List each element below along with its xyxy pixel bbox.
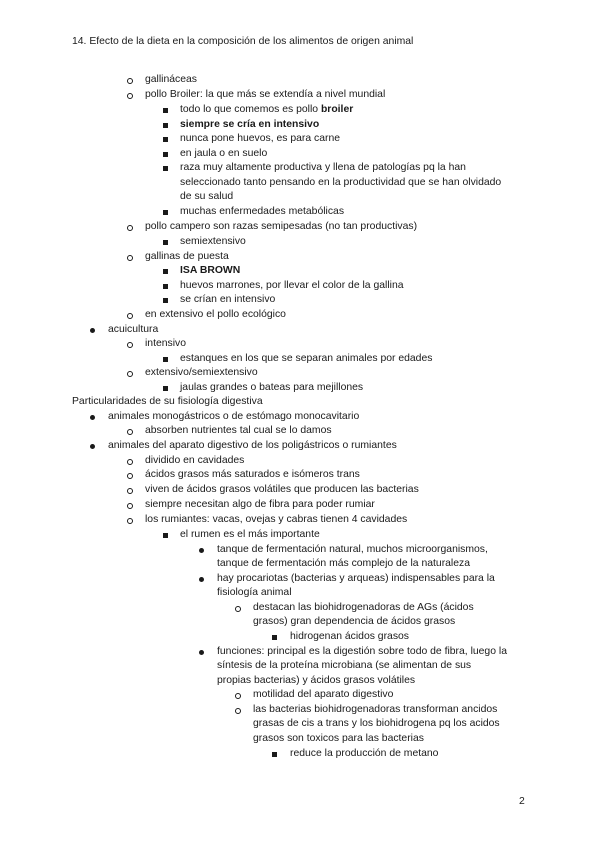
text-line <box>145 220 417 235</box>
bullet-disc-icon <box>90 444 95 449</box>
line-text: síntesis de la proteína microbiana (se alimentan de sus <box>217 660 472 671</box>
text-line <box>180 118 319 133</box>
line-text: muchas enfermedades metabólicas <box>180 206 345 217</box>
bullet-circle-icon <box>127 93 133 99</box>
bullet-circle-icon <box>127 518 133 524</box>
bullet-circle-icon <box>127 371 133 377</box>
text-line <box>290 747 438 762</box>
bullet-square-icon <box>163 240 168 245</box>
bullet-disc-icon <box>90 415 95 420</box>
line-text: los rumiantes: vacas, ovejas y cabras tienen 4 cavidades <box>145 514 408 525</box>
bullet-square-icon <box>163 386 168 391</box>
bullet-circle-icon <box>235 693 241 699</box>
text-line <box>145 513 407 528</box>
text-line <box>108 323 158 338</box>
text-line <box>180 381 363 396</box>
line-bold-text: broiler <box>320 104 354 115</box>
text-line <box>145 366 258 381</box>
line-text: gallinas de puesta <box>145 251 229 262</box>
line-text: reduce la producción de metano <box>290 748 439 759</box>
text-line <box>180 190 233 205</box>
line-text: extensivo/semiextensivo <box>145 367 258 378</box>
text-line <box>145 250 229 265</box>
text-line <box>145 498 375 513</box>
text-line <box>217 674 415 689</box>
text-line <box>180 103 353 118</box>
text-line <box>145 454 244 469</box>
bullet-circle-icon <box>127 429 133 435</box>
bullet-square-icon <box>163 123 168 128</box>
line-text: grasos son toxicos para las bacterias <box>253 733 424 744</box>
bullet-square-icon <box>163 108 168 113</box>
text-line <box>108 410 359 425</box>
bullet-square-icon <box>163 210 168 215</box>
line-text: siempre necesitan algo de fibra para poder rumiar <box>145 499 375 510</box>
text-line <box>217 572 495 587</box>
text-line <box>72 395 263 410</box>
text-line <box>180 264 240 279</box>
line-text: nunca pone huevos, es para carne <box>180 133 341 144</box>
bullet-circle-icon <box>235 606 241 612</box>
bullet-square-icon <box>163 152 168 157</box>
text-line <box>180 161 466 176</box>
text-line <box>253 732 424 747</box>
text-line <box>217 659 471 674</box>
line-text: ácidos grasos más saturados e isómeros trans <box>145 469 360 480</box>
text-line <box>217 557 470 572</box>
text-line <box>253 615 455 630</box>
bullet-square-icon <box>163 357 168 362</box>
line-text: gallináceas <box>145 74 197 85</box>
text-line <box>180 279 404 294</box>
bullet-square-icon <box>163 533 168 538</box>
line-text: en jaula o en suelo <box>180 148 268 159</box>
text-line <box>253 688 393 703</box>
text-line <box>145 424 332 439</box>
line-text: propias bacterias) y ácidos grasos volátiles <box>217 675 416 686</box>
bullet-circle-icon <box>127 488 133 494</box>
line-text: grasas de cis a trans y los biohidrogena pq los acidos <box>253 718 500 729</box>
line-text: pollo Broiler: la que más se extendía a nivel mundial <box>145 89 386 100</box>
page-number: 2 <box>519 796 525 807</box>
line-text: se crían en intensivo <box>180 294 276 305</box>
text-line <box>145 88 385 103</box>
line-text: las bacterias biohidrogenadoras transforman ancidos <box>253 704 498 715</box>
bullet-square-icon <box>272 635 277 640</box>
text-line <box>180 147 267 162</box>
line-text: intensivo <box>145 338 187 349</box>
text-line <box>180 235 246 250</box>
text-line <box>253 601 474 616</box>
line-text: animales monogástricos o de estómago monocavitario <box>108 411 360 422</box>
text-line <box>180 132 340 147</box>
line-text: raza muy altamente productiva y llena de patologías pq la han <box>180 162 466 173</box>
line-text: seleccionado tanto pensando en la productividad que se han olvidado <box>180 177 502 188</box>
bullet-disc-icon <box>199 650 204 655</box>
text-line <box>217 543 488 558</box>
text-line <box>253 703 497 718</box>
line-text: grasos) gran dependencia de ácidos grasos <box>253 616 456 627</box>
text-line <box>108 439 397 454</box>
bullet-square-icon <box>163 298 168 303</box>
line-text: pollo campero son razas semipesadas (no tan productivas) <box>145 221 418 232</box>
line-bold-text: ISA BROWN <box>180 265 241 276</box>
line-text: estanques en los que se separan animales por edades <box>180 353 433 364</box>
bullet-circle-icon <box>127 78 133 84</box>
text-line <box>180 352 432 367</box>
page-header: 14. Efecto de la dieta en la composición de los alimentos de origen animal <box>72 36 414 47</box>
text-line <box>180 176 501 191</box>
line-text: absorben nutrientes tal cual se lo damos <box>145 425 332 436</box>
line-text: tanque de fermentación natural, muchos microorganismos, <box>217 544 488 555</box>
text-line <box>145 468 360 483</box>
line-text: hay procariotas (bacterias y arqueas) indispensables para la <box>217 573 495 584</box>
line-text: hidrogenan ácidos grasos <box>290 631 409 642</box>
line-text: funciones: principal es la digestión sobre todo de fibra, luego la <box>217 646 507 657</box>
bullet-disc-icon <box>199 548 204 553</box>
line-text: tanque de fermentación más complejo de la naturaleza <box>217 558 470 569</box>
line-text: jaulas grandes o bateas para mejillones <box>180 382 364 393</box>
bullet-circle-icon <box>235 708 241 714</box>
line-text: fisiología animal <box>217 587 292 598</box>
line-bold-text: siempre se cría en intensivo <box>180 119 320 130</box>
text-line <box>180 205 344 220</box>
bullet-square-icon <box>163 137 168 142</box>
bullet-circle-icon <box>127 313 133 319</box>
bullet-circle-icon <box>127 473 133 479</box>
line-text: viven de ácidos grasos volátiles que producen las bacterias <box>145 484 419 495</box>
line-text: Particularidades de su fisiología digestiva <box>72 396 263 407</box>
text-line <box>145 483 419 498</box>
line-text: todo lo que comemos es pollo <box>180 104 321 115</box>
bullet-square-icon <box>272 752 277 757</box>
bullet-circle-icon <box>127 503 133 509</box>
line-text: animales del aparato digestivo de los poligástricos o rumiantes <box>108 440 397 451</box>
line-text: de su salud <box>180 191 234 202</box>
bullet-circle-icon <box>127 459 133 465</box>
text-line <box>217 645 507 660</box>
line-text: motilidad del aparato digestivo <box>253 689 394 700</box>
line-text: huevos marrones, por llevar el color de la gallina <box>180 280 404 291</box>
bullet-disc-icon <box>199 577 204 582</box>
line-text: destacan las biohidrogenadoras de AGs (ácidos <box>253 602 474 613</box>
text-line <box>253 717 500 732</box>
line-text: semiextensivo <box>180 236 246 247</box>
text-line <box>145 308 286 323</box>
text-line <box>180 293 275 308</box>
text-line <box>217 586 292 601</box>
bullet-circle-icon <box>127 255 133 261</box>
text-line <box>145 337 186 352</box>
bullet-circle-icon <box>127 342 133 348</box>
line-text: el rumen es el más importante <box>180 529 320 540</box>
text-line <box>290 630 409 645</box>
line-text: dividido en cavidades <box>145 455 245 466</box>
bullet-square-icon <box>163 166 168 171</box>
text-line <box>180 528 320 543</box>
bullet-disc-icon <box>90 328 95 333</box>
line-text: en extensivo el pollo ecológico <box>145 309 286 320</box>
bullet-square-icon <box>163 284 168 289</box>
line-text: acuicultura <box>108 324 159 335</box>
bullet-circle-icon <box>127 225 133 231</box>
bullet-square-icon <box>163 269 168 274</box>
text-line <box>145 73 197 88</box>
